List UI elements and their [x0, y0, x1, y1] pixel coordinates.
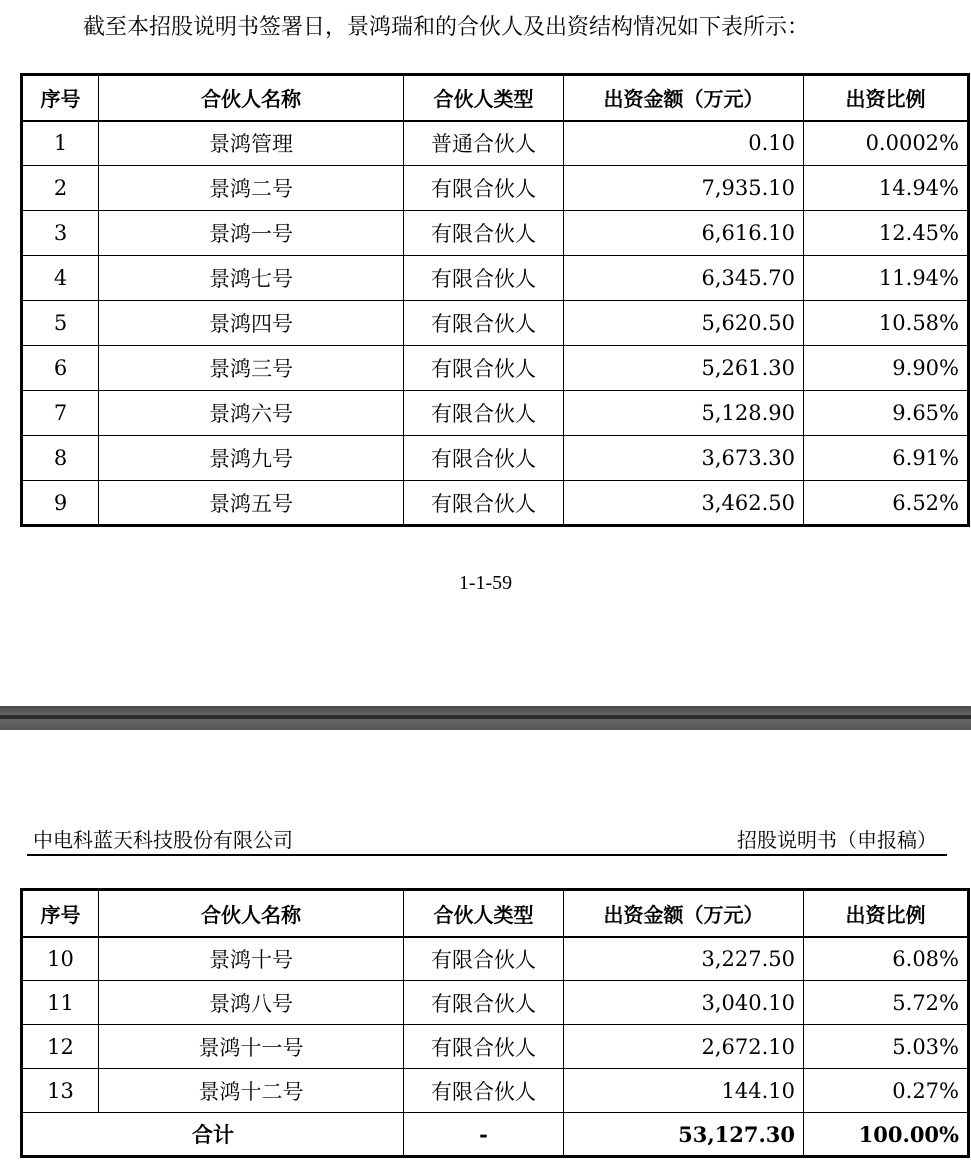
header-partner-type: 合伙人类型	[404, 75, 564, 121]
cell-ratio: 0.0002%	[804, 121, 969, 166]
cell-partner-name: 景鸿四号	[99, 301, 404, 346]
cell-amount: 144.10	[564, 1069, 804, 1113]
header-amount: 出资金额（万元）	[564, 890, 804, 937]
cell-amount: 2,672.10	[564, 1025, 804, 1069]
cell-no: 13	[22, 1069, 99, 1113]
cell-no: 7	[22, 391, 99, 436]
page-divider-line	[0, 715, 971, 719]
table-row	[22, 1069, 969, 1113]
cell-partner-type: 有限合伙人	[404, 391, 564, 436]
page-number: 1-1-59	[458, 572, 513, 594]
cell-partner-type: 有限合伙人	[404, 301, 564, 346]
table-header-row	[22, 75, 969, 121]
cell-amount: 5,128.90	[564, 391, 804, 436]
table-row	[22, 301, 969, 346]
cell-amount: 3,673.30	[564, 436, 804, 481]
cell-partner-type: 有限合伙人	[404, 346, 564, 391]
table-row	[22, 121, 969, 166]
header-partner-name: 合伙人名称	[99, 890, 404, 937]
cell-partner-type: 有限合伙人	[404, 436, 564, 481]
cell-partner-name: 景鸿管理	[99, 121, 404, 166]
cell-ratio: 6.08%	[804, 937, 969, 981]
cell-partner-name: 景鸿六号	[99, 391, 404, 436]
intro-paragraph: 截至本招股说明书签署日，景鸿瑞和的合伙人及出资结构情况如下表所示：	[83, 15, 810, 40]
total-type: -	[404, 1113, 564, 1157]
document-title: 招股说明书（申报稿）	[737, 828, 937, 852]
table-row	[22, 211, 969, 256]
cell-partner-name: 景鸿五号	[99, 481, 404, 526]
cell-amount: 6,345.70	[564, 256, 804, 301]
header-partner-name: 合伙人名称	[99, 75, 404, 121]
cell-partner-type: 有限合伙人	[404, 1025, 564, 1069]
total-label: 合计	[22, 1113, 404, 1157]
cell-ratio: 0.27%	[804, 1069, 969, 1113]
cell-amount: 3,462.50	[564, 481, 804, 526]
cell-partner-name: 景鸿十一号	[99, 1025, 404, 1069]
total-ratio: 100.00%	[804, 1113, 969, 1157]
cell-amount: 6,616.10	[564, 211, 804, 256]
cell-partner-name: 景鸿八号	[99, 981, 404, 1025]
cell-partner-name: 景鸿十号	[99, 937, 404, 981]
cell-ratio: 9.90%	[804, 346, 969, 391]
cell-no: 3	[22, 211, 99, 256]
cell-ratio: 6.52%	[804, 481, 969, 526]
cell-ratio: 12.45%	[804, 211, 969, 256]
cell-partner-type: 有限合伙人	[404, 256, 564, 301]
cell-partner-name: 景鸿二号	[99, 166, 404, 211]
header-ratio: 出资比例	[804, 890, 969, 937]
cell-no: 9	[22, 481, 99, 526]
header-amount: 出资金额（万元）	[564, 75, 804, 121]
cell-no: 11	[22, 981, 99, 1025]
cell-partner-name: 景鸿三号	[99, 346, 404, 391]
cell-partner-type: 有限合伙人	[404, 166, 564, 211]
total-amount: 53,127.30	[564, 1113, 804, 1157]
header-partner-type: 合伙人类型	[404, 890, 564, 937]
cell-ratio: 10.58%	[804, 301, 969, 346]
cell-partner-name: 景鸿十二号	[99, 1069, 404, 1113]
table-row	[22, 391, 969, 436]
cell-ratio: 9.65%	[804, 391, 969, 436]
cell-partner-type: 有限合伙人	[404, 981, 564, 1025]
table-row	[22, 256, 969, 301]
cell-ratio: 6.91%	[804, 436, 969, 481]
cell-ratio: 5.72%	[804, 981, 969, 1025]
cell-partner-type: 有限合伙人	[404, 937, 564, 981]
table-row	[22, 1025, 969, 1069]
cell-amount: 7,935.10	[564, 166, 804, 211]
table-row	[22, 481, 969, 526]
cell-no: 6	[22, 346, 99, 391]
cell-partner-name: 景鸿一号	[99, 211, 404, 256]
cell-no: 5	[22, 301, 99, 346]
cell-amount: 0.10	[564, 121, 804, 166]
cell-partner-type: 有限合伙人	[404, 211, 564, 256]
running-header	[27, 822, 947, 856]
cell-partner-type: 普通合伙人	[404, 121, 564, 166]
header-ratio: 出资比例	[804, 75, 969, 121]
cell-ratio: 11.94%	[804, 256, 969, 301]
table-row	[22, 937, 969, 981]
partner-table-part2	[20, 888, 970, 1158]
cell-amount: 5,261.30	[564, 346, 804, 391]
cell-partner-name: 景鸿七号	[99, 256, 404, 301]
cell-no: 12	[22, 1025, 99, 1069]
total-row	[22, 1113, 969, 1157]
cell-amount: 3,227.50	[564, 937, 804, 981]
cell-no: 1	[22, 121, 99, 166]
cell-no: 2	[22, 166, 99, 211]
partner-table-part1	[20, 73, 970, 527]
cell-partner-type: 有限合伙人	[404, 1069, 564, 1113]
table-row	[22, 166, 969, 211]
cell-no: 8	[22, 436, 99, 481]
cell-partner-type: 有限合伙人	[404, 481, 564, 526]
table-row	[22, 436, 969, 481]
cell-ratio: 5.03%	[804, 1025, 969, 1069]
cell-ratio: 14.94%	[804, 166, 969, 211]
header-no: 序号	[22, 890, 99, 937]
table-row	[22, 346, 969, 391]
cell-no: 4	[22, 256, 99, 301]
cell-amount: 5,620.50	[564, 301, 804, 346]
table-header-row	[22, 890, 969, 937]
cell-no: 10	[22, 937, 99, 981]
company-name: 中电科蓝天科技股份有限公司	[33, 828, 293, 852]
table-row	[22, 981, 969, 1025]
cell-amount: 3,040.10	[564, 981, 804, 1025]
header-no: 序号	[22, 75, 99, 121]
cell-partner-name: 景鸿九号	[99, 436, 404, 481]
